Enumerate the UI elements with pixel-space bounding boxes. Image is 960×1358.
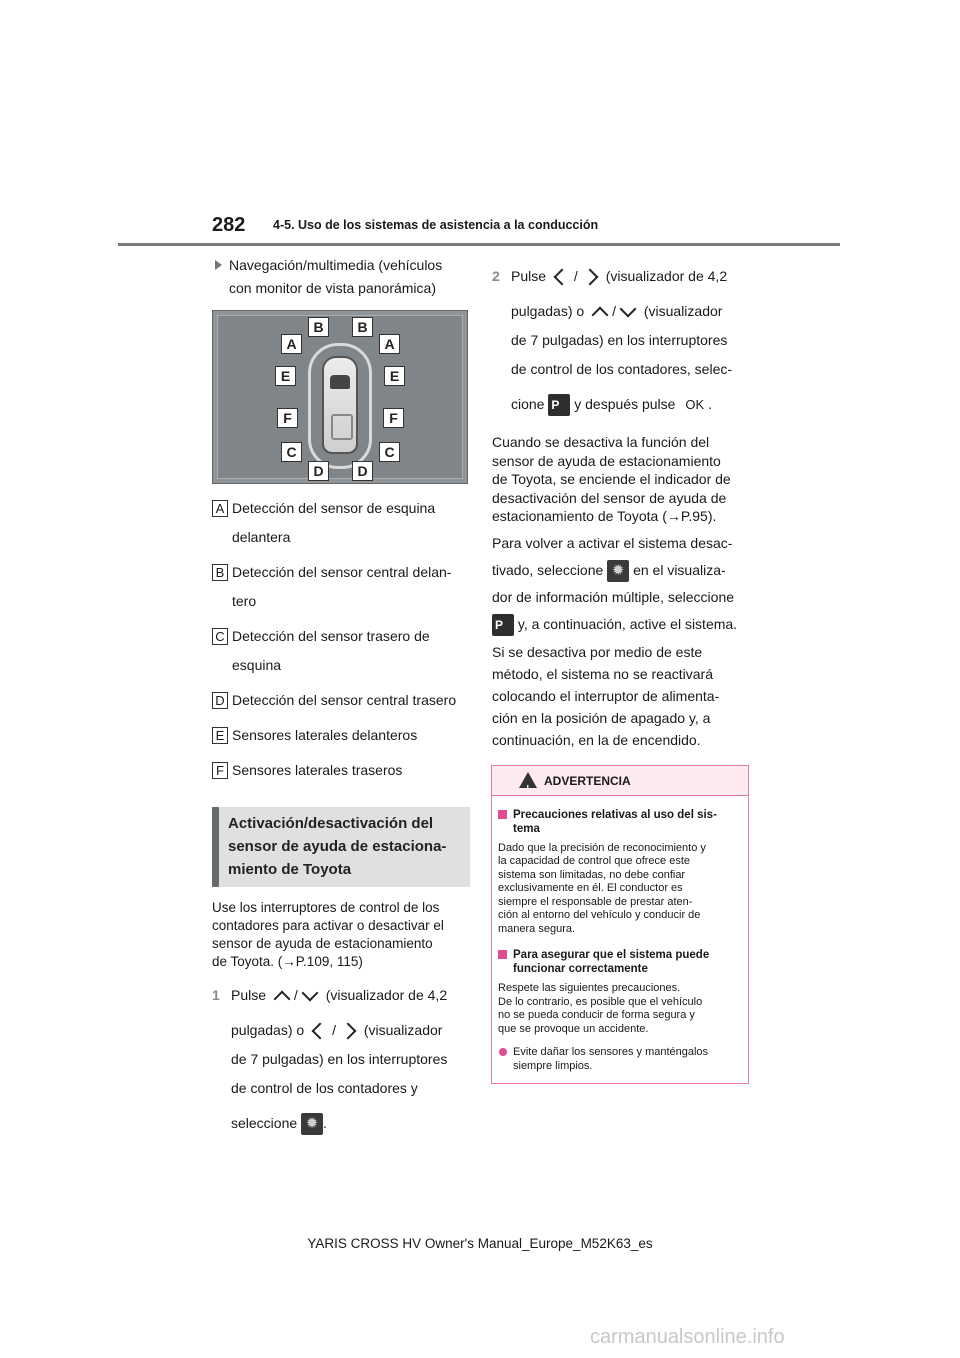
legend-text: Detección del sensor trasero de — [232, 628, 430, 644]
paragraph-line: dor de información múltiple, seleccione — [492, 588, 735, 605]
footer-manual-id: YARIS CROSS HV Owner's Manual_Europe_M52K63_es — [307, 1236, 653, 1251]
paragraph-text: tivado, seleccione — [492, 561, 604, 578]
warning-text — [498, 982, 740, 1036]
paragraph-line: Si se desactiva por medio de este — [492, 643, 703, 660]
warning-line: la capacidad de control que ofrece este — [498, 855, 691, 867]
step-text: de 7 pulgadas) en los interruptores — [231, 1051, 448, 1067]
legend-key: C — [212, 628, 228, 645]
figure-label-f: F — [383, 408, 404, 428]
paragraph-line: Para volver a activar el sistema desac- — [492, 534, 733, 551]
subheading-line: tema — [513, 822, 540, 835]
legend-text: Detección del sensor central trasero — [232, 692, 457, 708]
legend-key: F — [212, 762, 228, 779]
step-number: 2 — [492, 268, 500, 284]
chevron-right-icon — [581, 269, 598, 286]
step-text: (visualizador de 4,2 — [605, 268, 728, 284]
warning-line: exclusivamente en él. El conductor es — [498, 882, 683, 894]
warning-line: De lo contrario, es posible que el vehículo — [498, 995, 703, 1008]
figure-label-f: F — [277, 408, 298, 428]
paragraph-line: continuación, en la de encendido. — [492, 731, 701, 748]
paragraph-line: método, el sistema no se reactivará — [492, 665, 713, 682]
square-bullet-icon — [498, 950, 507, 959]
warning-triangle-icon — [519, 772, 537, 788]
figure-label-e: E — [275, 366, 296, 386]
legend-key: A — [212, 500, 228, 517]
step-text: pulgadas) o — [231, 1022, 305, 1038]
navigation-bullet — [212, 254, 470, 300]
step-text: cione — [511, 396, 545, 412]
warning-text — [498, 842, 740, 937]
chevron-up-icon — [592, 307, 609, 324]
legend-item-f — [212, 756, 470, 785]
warning-line: sistema son limitadas, no debe confiar — [498, 868, 686, 881]
figure-label-c: C — [379, 442, 400, 462]
legend-key: B — [212, 564, 228, 581]
legend-item-e — [212, 721, 470, 750]
legend-key: E — [212, 727, 228, 744]
legend-text: Sensores laterales delanteros — [232, 727, 418, 743]
warning-line: que se provoque un accidente. — [498, 1022, 649, 1035]
step-text: y después pulse — [574, 396, 676, 412]
warning-subheading — [498, 808, 740, 836]
legend-text: tero — [232, 593, 257, 609]
subheading-line: funcionar correctamente — [513, 963, 648, 975]
page-number: 282 — [212, 214, 246, 236]
paragraph-text: en el visualiza- — [633, 561, 726, 578]
parking-sensor-icon: P — [548, 394, 570, 416]
figure-label-d: D — [352, 461, 373, 481]
legend-item-d — [212, 686, 470, 715]
warning-body — [492, 796, 748, 1084]
intro-line: contadores para activar o desactivar el — [212, 918, 444, 933]
step-text: pulgadas) o — [511, 303, 585, 319]
intro-paragraph — [212, 899, 470, 971]
warning-box — [491, 765, 749, 1085]
warning-line: siempre el responsable de prestar aten- — [498, 895, 693, 908]
right-column — [492, 262, 752, 1084]
intro-line: Use los interruptores de control de los — [212, 900, 440, 915]
ok-button-icon: OK — [685, 397, 705, 412]
step-text: (visualizador — [363, 1022, 443, 1038]
figure-label-b: B — [308, 317, 329, 337]
settings-gear-icon — [301, 1113, 323, 1135]
left-column — [212, 254, 470, 1138]
paragraph-line: Cuando se desactiva la función del — [492, 434, 710, 450]
reactivation-paragraph — [492, 530, 752, 638]
chevron-left-icon — [553, 269, 570, 286]
paragraph-text: y, a continuación, active el sistema. — [517, 615, 738, 632]
vehicle-top-view-icon — [322, 356, 358, 454]
figure-label-d: D — [308, 461, 329, 481]
bullet-line: Navegación/multimedia (vehículos — [229, 257, 443, 273]
paragraph-line: de Toyota, se enciende el indicador de — [492, 471, 731, 487]
paragraph-line: colocando el interruptor de alimenta- — [492, 687, 720, 704]
intro-line: de Toyota. (→P.109, 115) — [212, 954, 363, 969]
step-text: . — [323, 1115, 327, 1131]
step-text: Pulse — [231, 987, 267, 1003]
chevron-right-icon — [339, 1023, 356, 1040]
legend-key: D — [212, 692, 228, 709]
chevron-down-icon — [301, 985, 318, 1002]
figure-label-e: E — [384, 366, 405, 386]
bullet-line: Evite dañar los sensores y manténgalos — [513, 1046, 709, 1058]
figure-label-a: A — [281, 334, 302, 354]
step-text: Pulse — [511, 268, 547, 284]
warning-line: Respete las siguientes precauciones. — [498, 982, 681, 994]
parking-sensor-icon: P — [492, 614, 514, 636]
legend-item-c — [212, 622, 470, 680]
settings-gear-icon — [607, 560, 629, 582]
paragraph-line: desactivación del sensor de ayuda de — [492, 489, 727, 506]
deactivation-paragraph — [492, 433, 752, 526]
triangle-bullet-icon — [215, 260, 222, 270]
figure-label-b: B — [352, 317, 373, 337]
intro-line: sensor de ayuda de estacionamiento — [212, 936, 433, 951]
round-bullet-icon — [499, 1048, 507, 1056]
step-text: de 7 pulgadas) en los interruptores — [511, 332, 728, 348]
power-switch-paragraph — [492, 641, 752, 751]
paragraph-line: sensor de ayuda de estacionamiento — [492, 452, 721, 469]
heading-line: sensor de ayuda de estaciona- — [228, 838, 447, 855]
warning-line: Dado que la precisión de reconocimiento y — [498, 841, 706, 854]
step-text: seleccione — [231, 1115, 298, 1131]
square-bullet-icon — [498, 810, 507, 819]
legend-item-b — [212, 558, 470, 616]
slash: / — [612, 303, 616, 319]
chevron-up-icon — [273, 991, 290, 1008]
warning-title: ADVERTENCIA — [544, 773, 631, 788]
legend-text: Detección del sensor central delan- — [232, 564, 452, 580]
warning-subheading — [498, 948, 740, 976]
chevron-down-icon — [619, 301, 636, 318]
chevron-left-icon — [312, 1023, 329, 1040]
step-text: (visualizador — [643, 303, 723, 319]
legend-text: delantera — [232, 529, 291, 545]
subheading-line: Precauciones relativas al uso del sis- — [513, 808, 717, 821]
section-title: 4-5. Uso de los sistemas de asistencia a la conducción — [273, 218, 599, 232]
heading-line: miento de Toyota — [228, 861, 352, 878]
step-number: 1 — [212, 987, 220, 1003]
heading-line: Activación/desactivación del — [228, 815, 434, 832]
paragraph-line: ción en la posición de apagado y, a — [492, 709, 711, 726]
warning-line: no se pueda conducir de forma segura y — [498, 1009, 695, 1021]
step-2 — [492, 262, 752, 419]
step-1 — [212, 981, 470, 1138]
legend-item-a — [212, 494, 470, 552]
figure-label-c: C — [281, 442, 302, 462]
warning-bullet — [498, 1046, 740, 1073]
warning-line: ción al entorno del vehículo y conducir de — [498, 909, 701, 921]
section-heading — [212, 807, 470, 887]
slash: / — [573, 268, 578, 284]
slash: / — [332, 1022, 336, 1038]
warning-line: manera segura. — [498, 922, 576, 935]
watermark: carmanualsonline.info — [590, 1326, 785, 1348]
step-text: (visualizador de 4,2 — [325, 987, 448, 1003]
subheading-line: Para asegurar que el sistema puede — [513, 949, 710, 961]
bullet-line: siempre limpios. — [513, 1059, 593, 1072]
warning-header — [492, 766, 748, 796]
panoramic-view-figure — [212, 310, 468, 484]
legend-text: Sensores laterales traseros — [232, 762, 403, 778]
paragraph-line: estacionamiento de Toyota (→P.95). — [492, 508, 717, 524]
slash: / — [293, 987, 298, 1003]
step-text: de control de los contadores y — [231, 1080, 418, 1096]
bullet-line: con monitor de vista panorámica) — [229, 280, 436, 296]
figure-label-a: A — [379, 334, 400, 354]
figure-legend — [212, 494, 470, 785]
header-divider — [118, 243, 840, 246]
legend-text: esquina — [232, 657, 282, 673]
step-text: de control de los contadores, selec- — [511, 361, 733, 377]
step-text: . — [708, 396, 713, 412]
legend-text: Detección del sensor de esquina — [232, 500, 436, 516]
